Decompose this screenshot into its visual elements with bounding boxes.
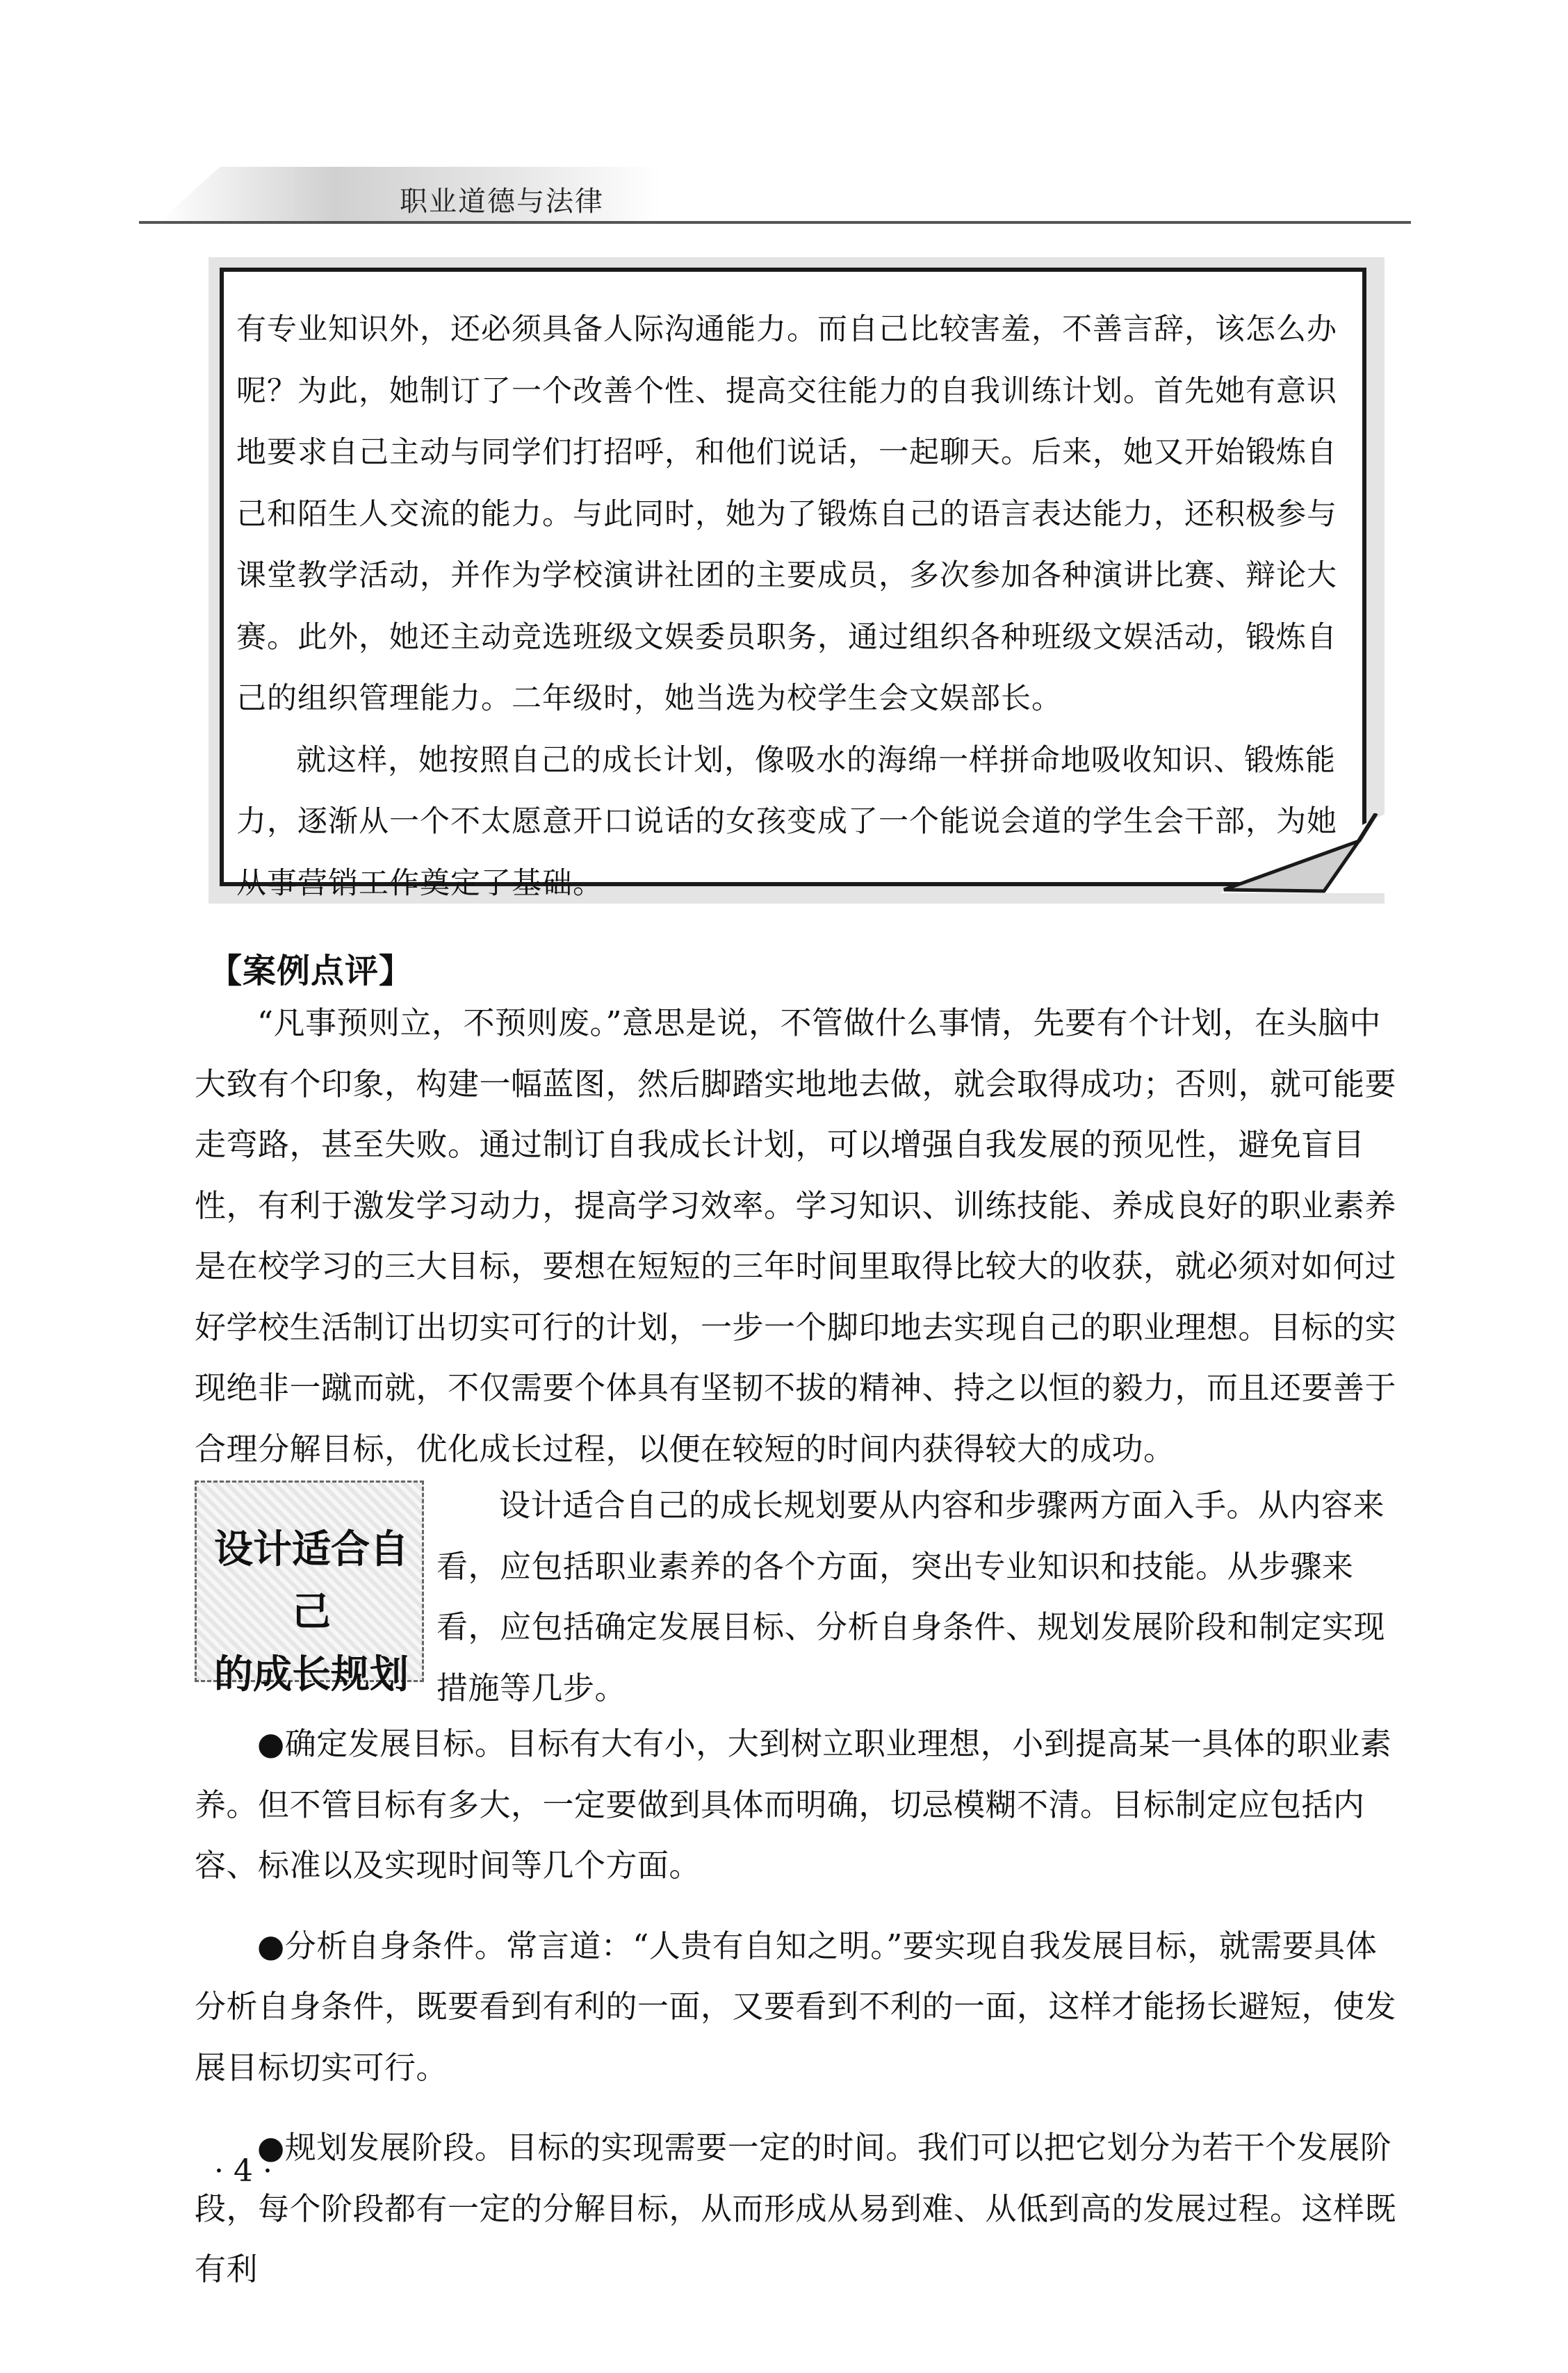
review-text bbox=[195, 993, 1397, 1479]
page-number: · 4 · bbox=[214, 2153, 272, 2189]
side-note-box bbox=[195, 1481, 424, 1697]
side-note-title bbox=[197, 1519, 426, 1706]
design-paragraph: 设计适合自己的成长规划要从内容和步骤两方面入手。从内容来看，应包括职业素养的各个方面，突出专业知识和技能。从步骤来看，应包括确定发展目标、分析自身条件、规划发展阶段和制定实现措施等几步。 bbox=[436, 1487, 1386, 1706]
step-item: ●规划发展阶段。目标的实现需要一定的时间。我们可以把它划分为若干个发展阶段，每个阶段都有一定的分解目标，从而形成从易到难、从低到高的发展过程。这样既有利 bbox=[195, 2129, 1397, 2288]
side-note-line: 设计适合自己 bbox=[214, 1527, 409, 1635]
step-item: ●分析自身条件。常言道：“人贵有自知之明。”要实现自我发展目标，就需要具体分析自身条件，既要看到有利的一面，又要看到不利的一面，这样才能扬长避短，使发展目标切实可行。 bbox=[195, 1927, 1397, 2086]
header-rule bbox=[139, 221, 1411, 224]
page-curl-icon bbox=[1220, 813, 1387, 893]
step-item: ●确定发展目标。目标有大有小，大到树立职业理想，小到提高某一具体的职业素养。但不管目标有多大，一定要做到具体而明确，切忌模糊不清。目标制定应包括内容、标准以及实现时间等几个方面。 bbox=[195, 1725, 1392, 1884]
design-text bbox=[436, 1475, 1397, 1718]
running-header bbox=[139, 167, 1411, 222]
side-note-line: 的成长规划 bbox=[214, 1652, 409, 1697]
review-heading: 【案例点评】 bbox=[209, 952, 414, 990]
steps-list bbox=[195, 1713, 1397, 2319]
case-text bbox=[236, 299, 1362, 914]
case-paragraph: 有专业知识外，还必须具备人际沟通能力。而自己比较害羞，不善言辞，该怎么办呢？为此，她制订了一个改善个性、提高交往能力的自我训练计划。首先她有意识地要求自己主动与同学们打招呼，和他们说话，一起聊天。后来，她又开始锻炼自己和陌生人交流的能力。与此同时，她为了锻炼自己的语言表达能力，还积极参与课堂教学活动，并作为学校演讲社团的主要成员，多次参加各种演讲比赛、辩论大赛。此外，她还主动竞选班级文娱委员职务，通过组织各种班级文娱活动，锻炼自己的组织管理能力。二年级时，她当选为校学生会文娱部长。 bbox=[236, 312, 1337, 716]
case-paragraph: 就这样，她按照自己的成长计划，像吸水的海绵一样拼命地吸收知识、锻炼能力，逐渐从一个不太愿意开口说话的女孩变成了一个能说会道的学生会干部，为她从事营销工作奠定了基础。 bbox=[236, 742, 1337, 901]
review-paragraph: “凡事预则立，不预则废。”意思是说，不管做什么事情，先要有个计划，在头脑中大致有个印象，构建一幅蓝图，然后脚踏实地地去做，就会取得成功；否则，就可能要走弯路，甚至失败。通过制订自我成长计划，可以增强自我发展的预见性，避免盲目性，有利于激发学习动力，提高学习效率。学习知识、训练技能、养成良好的职业素养是在校学习的三大目标，要想在短短的三年时间里取得比较大的收获，就必须对如何过好学校生活制订出切实可行的计划，一步一个脚印地去实现自己的职业理想。目标的实现绝非一蹴而就，不仅需要个体具有坚韧不拔的精神、持之以恒的毅力，而且还要善于合理分解目标，优化成长过程，以便在较短的时间内获得较大的成功。 bbox=[195, 1004, 1397, 1467]
book-title: 职业道德与法律 bbox=[400, 186, 604, 218]
